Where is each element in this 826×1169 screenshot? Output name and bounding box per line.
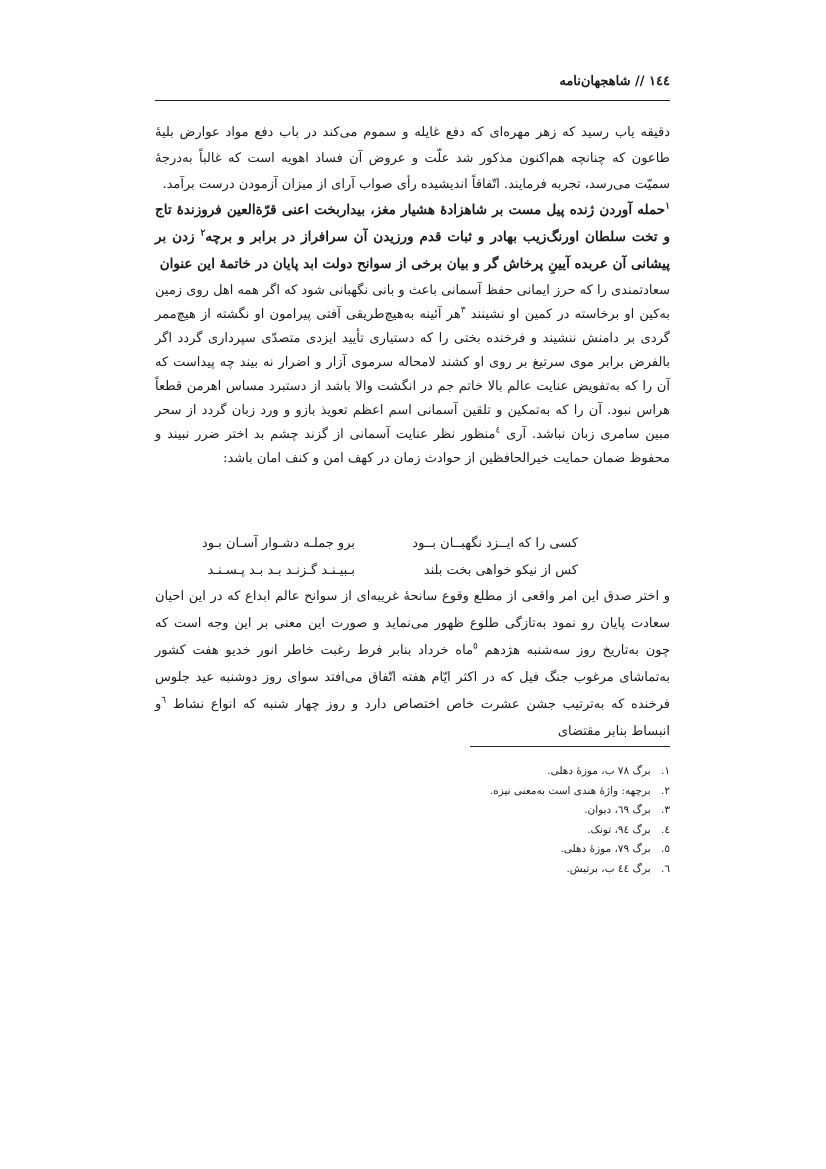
verse-hemistich-right: کس از نیکو خواهی بخت بلند <box>423 563 578 578</box>
footnote-number: ٥. <box>661 843 670 855</box>
footnote-item <box>155 821 670 841</box>
running-head: ١٤٤ // شاهجهان‌نامه <box>559 74 670 89</box>
poem-verses <box>155 530 670 584</box>
footnote-marker-1: ١ <box>665 201 670 212</box>
verse-line <box>155 530 670 557</box>
footnote-number: ٣. <box>661 804 670 816</box>
verse-hemistich-right: کسی را که ایــزد نگهبــان بــود <box>412 536 578 551</box>
footnote-text: برگ ٧٨ ب، موزهٔ دهلی. <box>547 765 651 777</box>
verse-hemistich-left: بـبیـنـد گـزنـد بـد بـد پـسـنـد <box>207 563 355 578</box>
verse-line <box>155 557 670 584</box>
paragraph-2-text-2: هر آئینه به‌هیچ‌طریقی آفتی پیرامون او نگشته از هیچ‌ممر گردی بر دامنش ننشیند و فرخنده بختی را که دستیاری تأیید ایزدی متصدّی سپرداری گردد اگر بالفرض برابر موی سرتیغ بر روی او کشند لامحاله سرموی آزار و اضرار نه بیند چه پیداست که آن را که به‌تفویض عنایت عالم بالا خاتم جم در انگشت والا باشد از دستبرد مساس اهرمن قطعاً هراس نبود. آن را که به‌تمکین و تلقین آسمانی اسم اعظم تعویذ بازو و ورد زبان گردد از سحر مبین سامری زبان نباشد. آری <box>155 307 670 442</box>
footnote-number: ٢. <box>661 784 670 797</box>
paragraph-3-text-3: و انبساط بنابر مقتضای <box>155 697 670 739</box>
footnote-text: برگ ٤٤ ب، برتیش. <box>566 862 651 875</box>
paragraph-3-text-1: و اختر صدق این امر واقعی از مطلع وقوع سانحهٔ غریبه‌ای از سوانح عالم ابداع که در این احیان سعادت پایان رو نمود به‌تازگی طلوع ظهور می‌نماید و صورت این معنی بر این وجه است که چون به‌تاریخ روز سه‌شنبه هژدهم <box>155 589 670 658</box>
section-heading <box>155 197 670 278</box>
paragraph-3-text-2: ماه خرداد بنابر فرط رغبت خاطر انور خدیو هفت کشور به‌تماشای مرغوب جنگ فیل که در اکثر ایّام هفته اتّفاق می‌افتد سوای روز دوشنبه عید جلوس فرخنده که به‌ترتیب جشن عشرت خاص اختصاص دارد و روز چهار شنبه که انواع نشاط <box>155 643 670 712</box>
footnote-number: ٤. <box>661 823 670 836</box>
footnote-marker-4: ٤ <box>495 425 501 436</box>
paragraph-1: دقیقه یاب رسید که زهر مهره‌ای که دفع غایله و سموم می‌کند در باب دفع مواد عوارض بلیهٔ طاعون که چنانچه هم‌اکنون مذکور شد علّت و عروض آن فساد اهویه است که غالباً به‌درجهٔ سمیّت می‌رسد، تجربه فرمایند. اتّفاقاً اندیشیده رأی صواب آرای از میزان آزمودن درست برآمد. <box>155 125 670 192</box>
heading-text-2: زدن بر پیشانی آن عربده آیینِ پرخاش گر و بیان برخی از سوانح دولت ابد پایان در خاتمهٔ این عنوان <box>155 229 670 272</box>
footnote-number: ١. <box>661 765 670 777</box>
footnote-item <box>155 762 670 782</box>
heading-text-1: حمله آوردن ژنده پیل مست بر شاهزادهٔ هشیار مغز، بیداربخت اعنی قرّةالعین فروزندهٔ تاج و تخت سلطان اورنگ‌زیب بهادر و ثبات قدم ورزیدن آن سرافراز در برابر و برچه <box>155 202 670 245</box>
footnote-rule <box>470 746 670 747</box>
footnotes <box>155 762 670 879</box>
footnote-marker-2: ٢ <box>200 228 206 239</box>
footnote-marker-5: ٥ <box>473 641 478 652</box>
paragraph-2-text-1: سعادتمندی را که حرز ایمانی حفظ آسمانی باعث و بانی نگهبانی شود که اگر همه اهل روی زمین به‌کین او برخاسته در کمین او نشینند <box>155 283 670 322</box>
paragraph-2-text-3: منظور نظر عنایت آسمانی از گزند چشم بد اختر ضرر نبیند و محفوظ ضمان حمایت خیرالحافظین از حوادث زمان در کهف امن و کنف امان باشد: <box>155 427 670 466</box>
footnote-item <box>155 860 670 880</box>
paragraph-3 <box>155 583 670 745</box>
footnote-text: برگ ٦٩، دیوان. <box>584 804 651 816</box>
footnote-text: برچهه: واژهٔ هندی است به‌معنی نیزه. <box>489 784 651 797</box>
footnote-marker-3: ٣ <box>460 305 466 316</box>
footnote-text: برگ ٧٩، موزهٔ دهلی. <box>560 843 651 855</box>
footnote-item <box>155 782 670 802</box>
verse-hemistich-left: برو جملـه دشـوار آسـان بـود <box>201 536 355 551</box>
paragraph-2 <box>155 279 670 471</box>
footnote-number: ٦. <box>661 862 670 875</box>
footnote-item <box>155 840 670 860</box>
footnote-text: برگ ٩٤، تونک. <box>587 823 651 836</box>
book-page <box>155 0 670 1169</box>
footnote-marker-6: ٦ <box>161 695 167 706</box>
header-rule <box>155 100 670 101</box>
footnote-item <box>155 801 670 821</box>
